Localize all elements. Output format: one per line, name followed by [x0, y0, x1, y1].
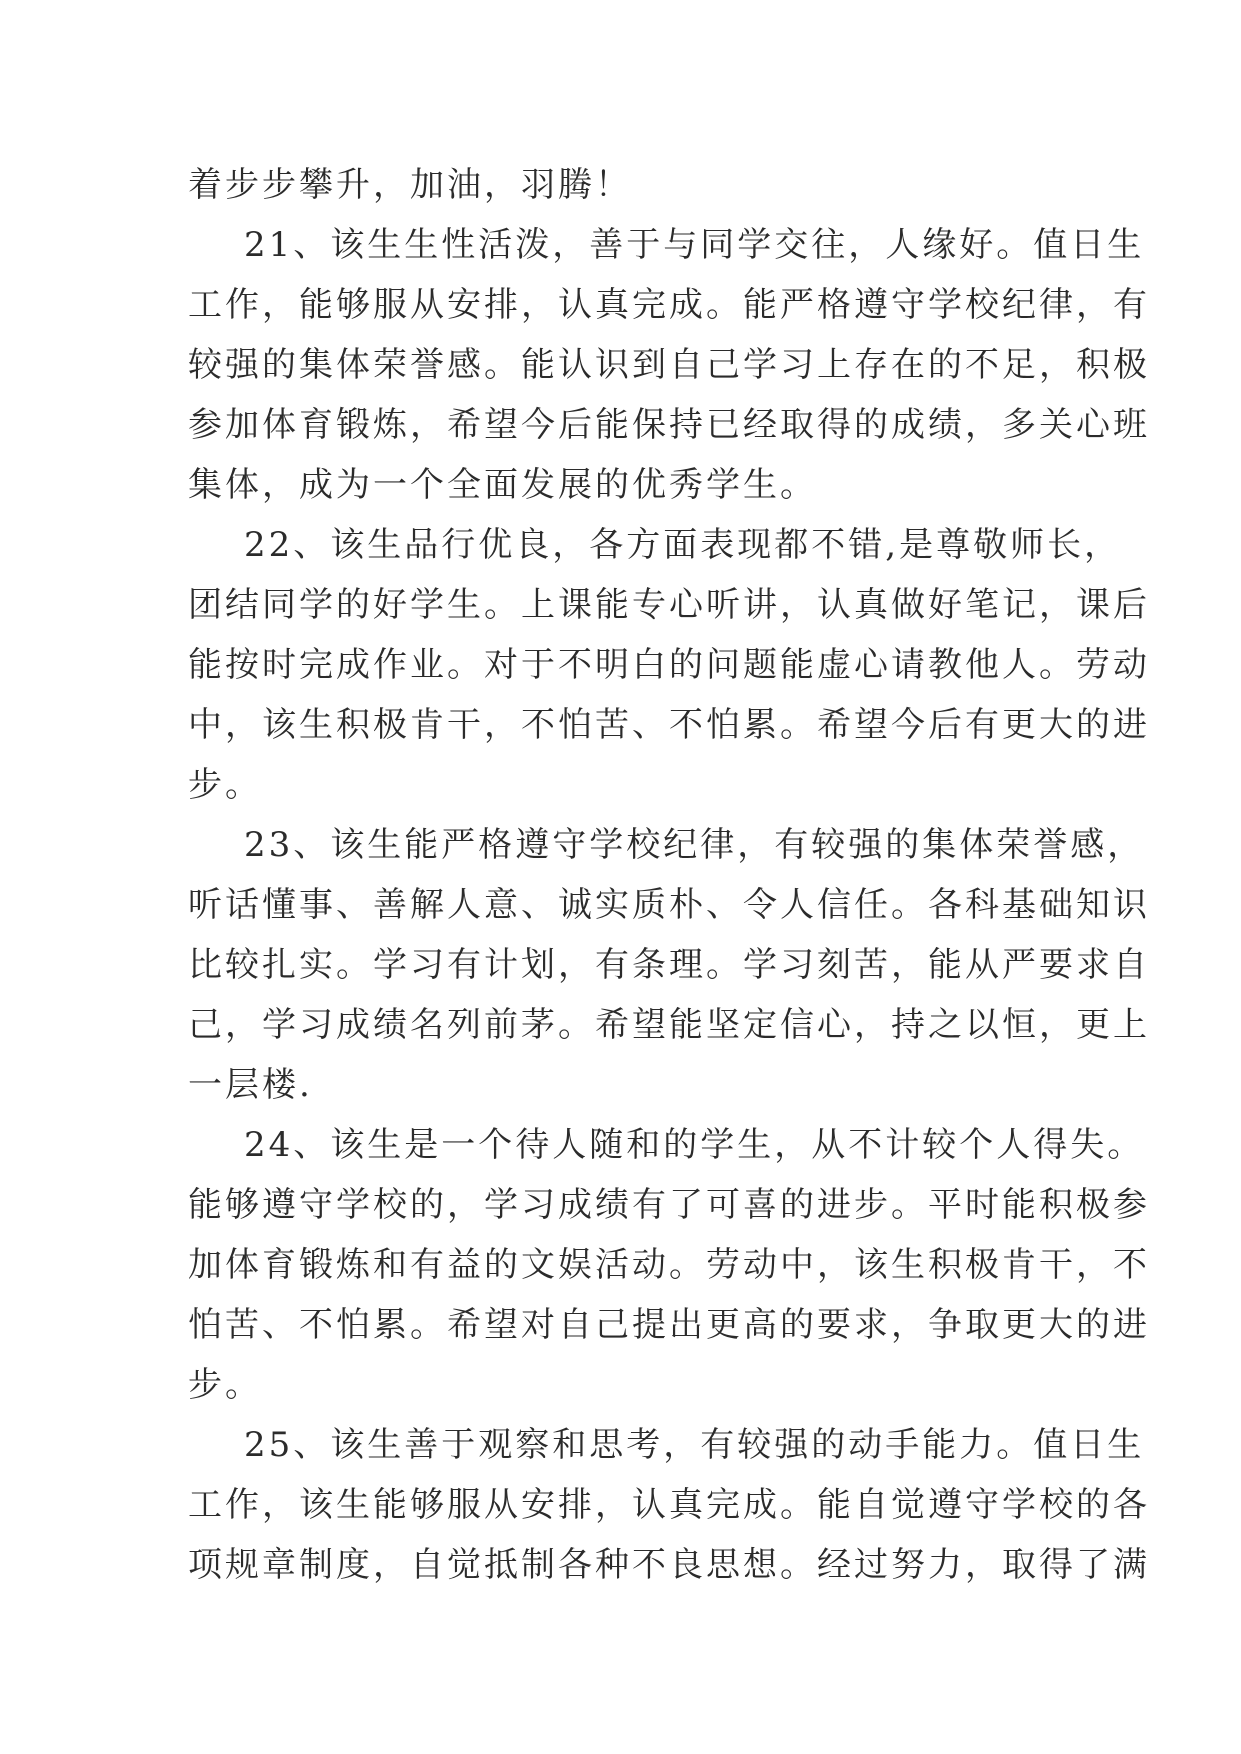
text-line: 步。 [188, 765, 262, 805]
text-line: 一层楼. [188, 1065, 313, 1105]
text-line: 己，学习成绩名列前茅。希望能坚定信心，持之以恒，更上 [188, 1005, 1150, 1045]
text-line: 听话懂事、善解人意、诚实质朴、令人信任。各科基础知识 [188, 885, 1150, 925]
document-body [188, 155, 1150, 1595]
paragraph-start-line: 23、该生能严格遵守学校纪律，有较强的集体荣誉感， [244, 825, 1145, 865]
text-line: 中，该生积极肯干，不怕苦、不怕累。希望今后有更大的进 [188, 705, 1150, 745]
text-line: 较强的集体荣誉感。能认识到自己学习上存在的不足，积极 [188, 345, 1150, 385]
text-line: 怕苦、不怕累。希望对自己提出更高的要求，争取更大的进 [188, 1305, 1150, 1345]
paragraph-start-line: 21、该生生性活泼，善于与同学交往，人缘好。值日生 [244, 225, 1145, 265]
paragraph-start-line: 25、该生善于观察和思考，有较强的动手能力。值日生 [244, 1425, 1145, 1465]
text-line: 加体育锻炼和有益的文娱活动。劳动中，该生积极肯干，不 [188, 1245, 1150, 1285]
text-line: 项规章制度，自觉抵制各种不良思想。经过努力，取得了满 [188, 1545, 1150, 1585]
text-line: 能按时完成作业。对于不明白的问题能虚心请教他人。劳动 [188, 645, 1150, 685]
text-line: 步。 [188, 1365, 262, 1405]
paragraph-start-line: 24、该生是一个待人随和的学生，从不计较个人得失。 [244, 1125, 1145, 1165]
paragraph-start-line: 22、该生品行优良，各方面表现都不错,是尊敬师长， [244, 525, 1122, 565]
text-line: 工作，能够服从安排，认真完成。能严格遵守学校纪律，有 [188, 285, 1150, 325]
text-line: 比较扎实。学习有计划，有条理。学习刻苦，能从严要求自 [188, 945, 1150, 985]
text-line: 参加体育锻炼，希望今后能保持已经取得的成绩，多关心班 [188, 405, 1150, 445]
text-line: 集体，成为一个全面发展的优秀学生。 [188, 465, 817, 505]
text-line: 着步步攀升，加油，羽腾！ [188, 165, 632, 205]
text-line: 工作，该生能够服从安排，认真完成。能自觉遵守学校的各 [188, 1485, 1150, 1525]
text-line: 能够遵守学校的，学习成绩有了可喜的进步。平时能积极参 [188, 1185, 1150, 1225]
text-line: 团结同学的好学生。上课能专心听讲，认真做好笔记，课后 [188, 585, 1150, 625]
